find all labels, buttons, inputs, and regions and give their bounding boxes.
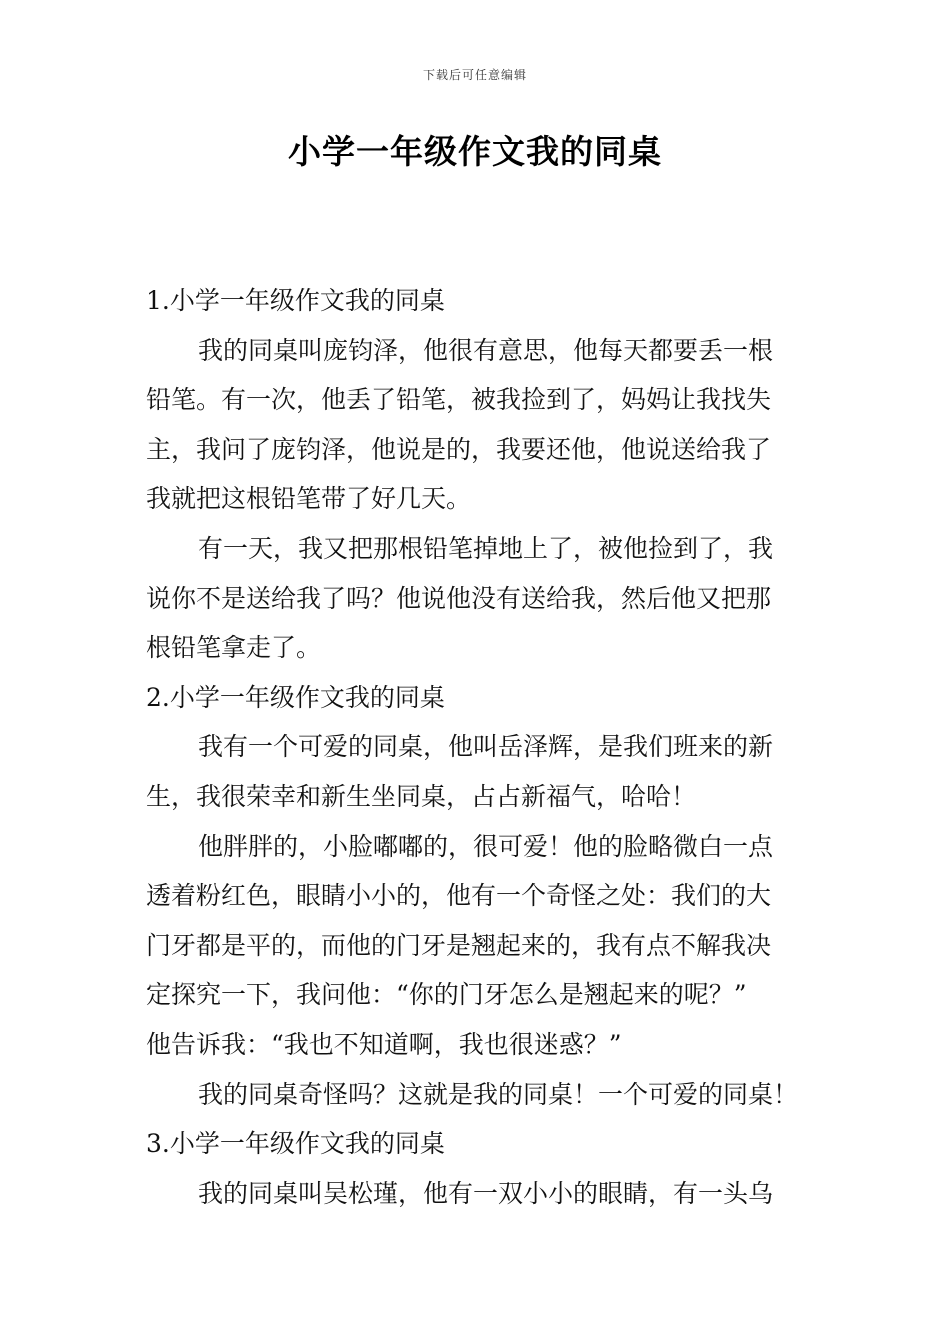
text-line: 生，我很荣幸和新生坐同桌，占占新福气，哈哈！ bbox=[146, 781, 697, 811]
text-line: 我就把这根铅笔带了好几天。 bbox=[146, 484, 472, 514]
document-body bbox=[146, 276, 806, 1218]
text-line: 透着粉红色，眼睛小小的，他有一个奇怪之处：我们的大 bbox=[146, 881, 772, 911]
header-note: 下载后可任意编辑 bbox=[422, 68, 527, 82]
text-line: 定探究一下，我问他：“你的门牙怎么是翘起来的呢？” bbox=[146, 980, 747, 1010]
text-line: 说你不是送给我了吗？他说他没有送给我，然后他又把那 bbox=[146, 583, 772, 613]
text-line: 2.小学一年级作文我的同桌 bbox=[146, 682, 445, 712]
text-line: 我的同桌叫庞钧泽，他很有意思，他每天都要丢一根 bbox=[198, 335, 774, 365]
text-line: 3.小学一年级作文我的同桌 bbox=[146, 1129, 445, 1159]
text-line: 他胖胖的，小脸嘟嘟的，很可爱！他的脸略微白一点 bbox=[198, 831, 774, 861]
document-title: 小学一年级作文我的同桌 bbox=[288, 132, 662, 171]
text-line: 我的同桌叫吴松瑾，他有一双小小的眼睛，有一头乌 bbox=[198, 1178, 774, 1208]
text-line: 主，我问了庞钧泽，他说是的，我要还他，他说送给我了 bbox=[146, 434, 772, 464]
text-line: 门牙都是平的，而他的门牙是翘起来的，我有点不解我决 bbox=[146, 930, 772, 960]
text-line: 他告诉我：“我也不知道啊，我也很迷惑？” bbox=[146, 1029, 622, 1059]
text-line: 1.小学一年级作文我的同桌 bbox=[146, 286, 445, 315]
text-line: 根铅笔拿走了。 bbox=[146, 633, 322, 663]
text-line: 有一天，我又把那根铅笔掉地上了，被他捡到了，我 bbox=[198, 533, 774, 563]
text-line: 我有一个可爱的同桌，他叫岳泽辉，是我们班来的新 bbox=[198, 732, 774, 762]
text-line: 我的同桌奇怪吗？这就是我的同桌！一个可爱的同桌！ bbox=[198, 1079, 799, 1109]
text-line: 铅笔。有一次，他丢了铅笔，被我捡到了，妈妈让我找失 bbox=[146, 385, 772, 415]
